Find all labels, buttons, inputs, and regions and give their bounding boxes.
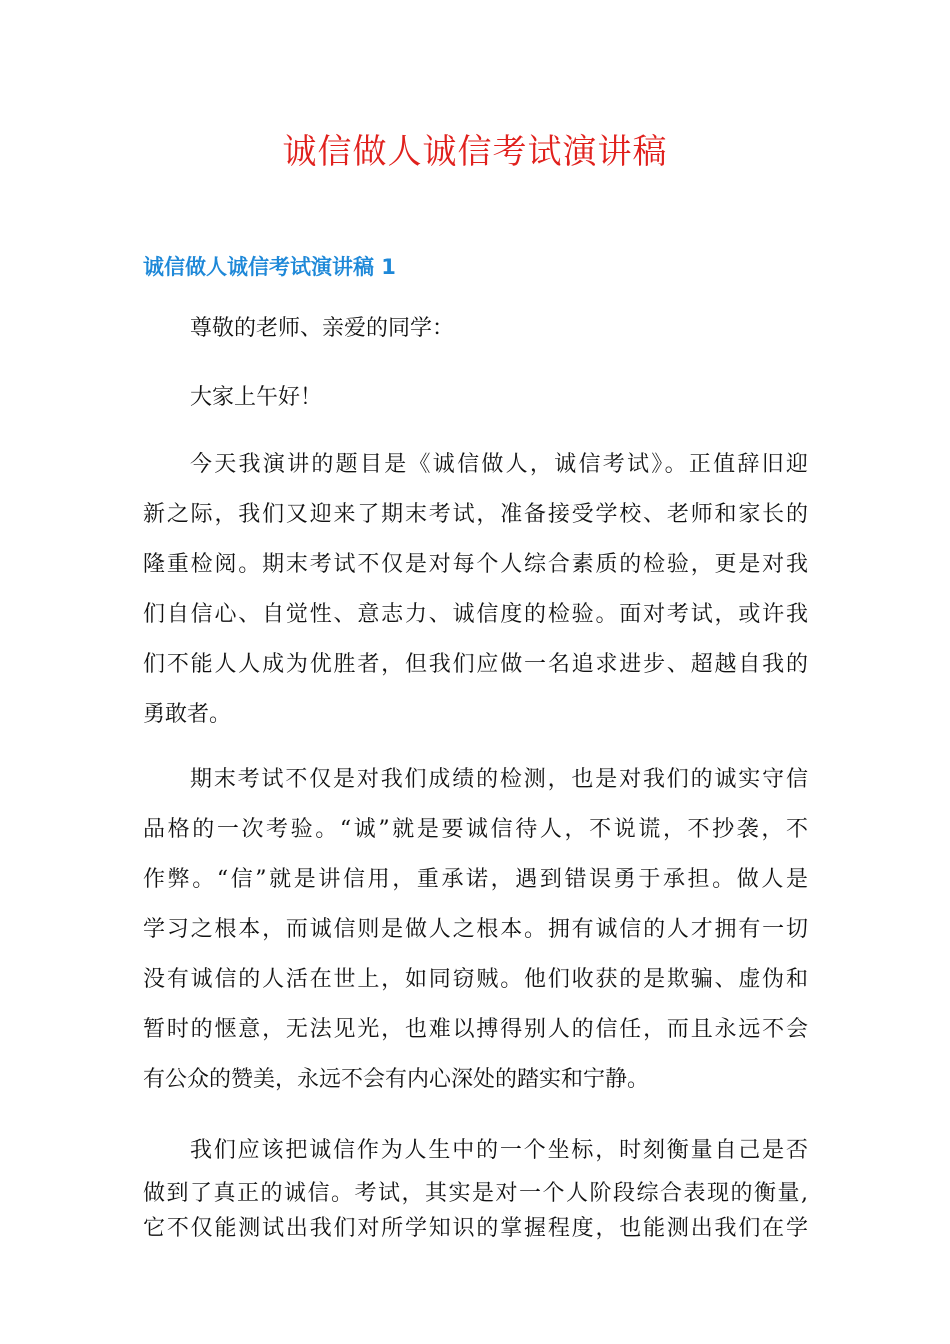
section-heading: 诚信做人诚信考试演讲稿 1 — [143, 255, 396, 279]
salutation: 尊敬的老师、亲爱的同学： — [190, 316, 455, 341]
paragraph-line: 期末考试不仅是对我们成绩的检测，也是对我们的诚实守信 — [190, 767, 808, 792]
paragraph-line: 们自信心、自觉性、意志力、诚信度的检验。面对考试，或许我 — [143, 602, 808, 627]
paragraph-line: 学习之根本，而诚信则是做人之根本。拥有诚信的人才拥有一切 — [143, 917, 808, 942]
document-title: 诚信做人诚信考试演讲稿 — [282, 132, 668, 172]
paragraph-line: 勇敢者。 — [143, 702, 232, 727]
greeting: 大家上午好！ — [190, 385, 323, 410]
paragraph-2 — [143, 755, 808, 1105]
paragraph-1 — [143, 440, 808, 740]
paragraph-line: 今天我演讲的题目是《诚信做人，诚信考试》。正值辞旧迎 — [190, 452, 808, 477]
paragraph-line: 们不能人人成为优胜者，但我们应做一名追求进步、超越自我的 — [143, 652, 808, 677]
paragraph-line: 作弊。“信”就是讲信用，重承诺，遇到错误勇于承担。做人是 — [143, 867, 808, 892]
paragraph-line: 隆重检阅。期末考试不仅是对每个人综合素质的检验，更是对我 — [143, 552, 808, 577]
paragraph-line: 品格的一次考验。“诚”就是要诚信待人，不说谎，不抄袭，不 — [143, 817, 808, 842]
paragraph-line: 暂时的惬意，无法见光，也难以搏得别人的信任，而且永远不会 — [143, 1017, 808, 1042]
paragraph-line: 它不仅能测试出我们对所学知识的掌握程度，也能测出我们在学 — [143, 1216, 808, 1241]
paragraph-line: 有公众的赞美，永远不会有内心深处的踏实和宁静。 — [143, 1067, 650, 1092]
paragraph-line: 没有诚信的人活在世上，如同窃贼。他们收获的是欺骗、虚伪和 — [143, 967, 808, 992]
paragraph-line: 我们应该把诚信作为人生中的一个坐标，时刻衡量自己是否 — [190, 1138, 808, 1163]
paragraph-3 — [143, 1128, 808, 1244]
paragraph-line: 新之际，我们又迎来了期末考试，准备接受学校、老师和家长的 — [143, 502, 808, 527]
paragraph-line: 做到了真正的诚信。考试，其实是对一个人阶段综合表现的衡量, — [143, 1181, 808, 1206]
